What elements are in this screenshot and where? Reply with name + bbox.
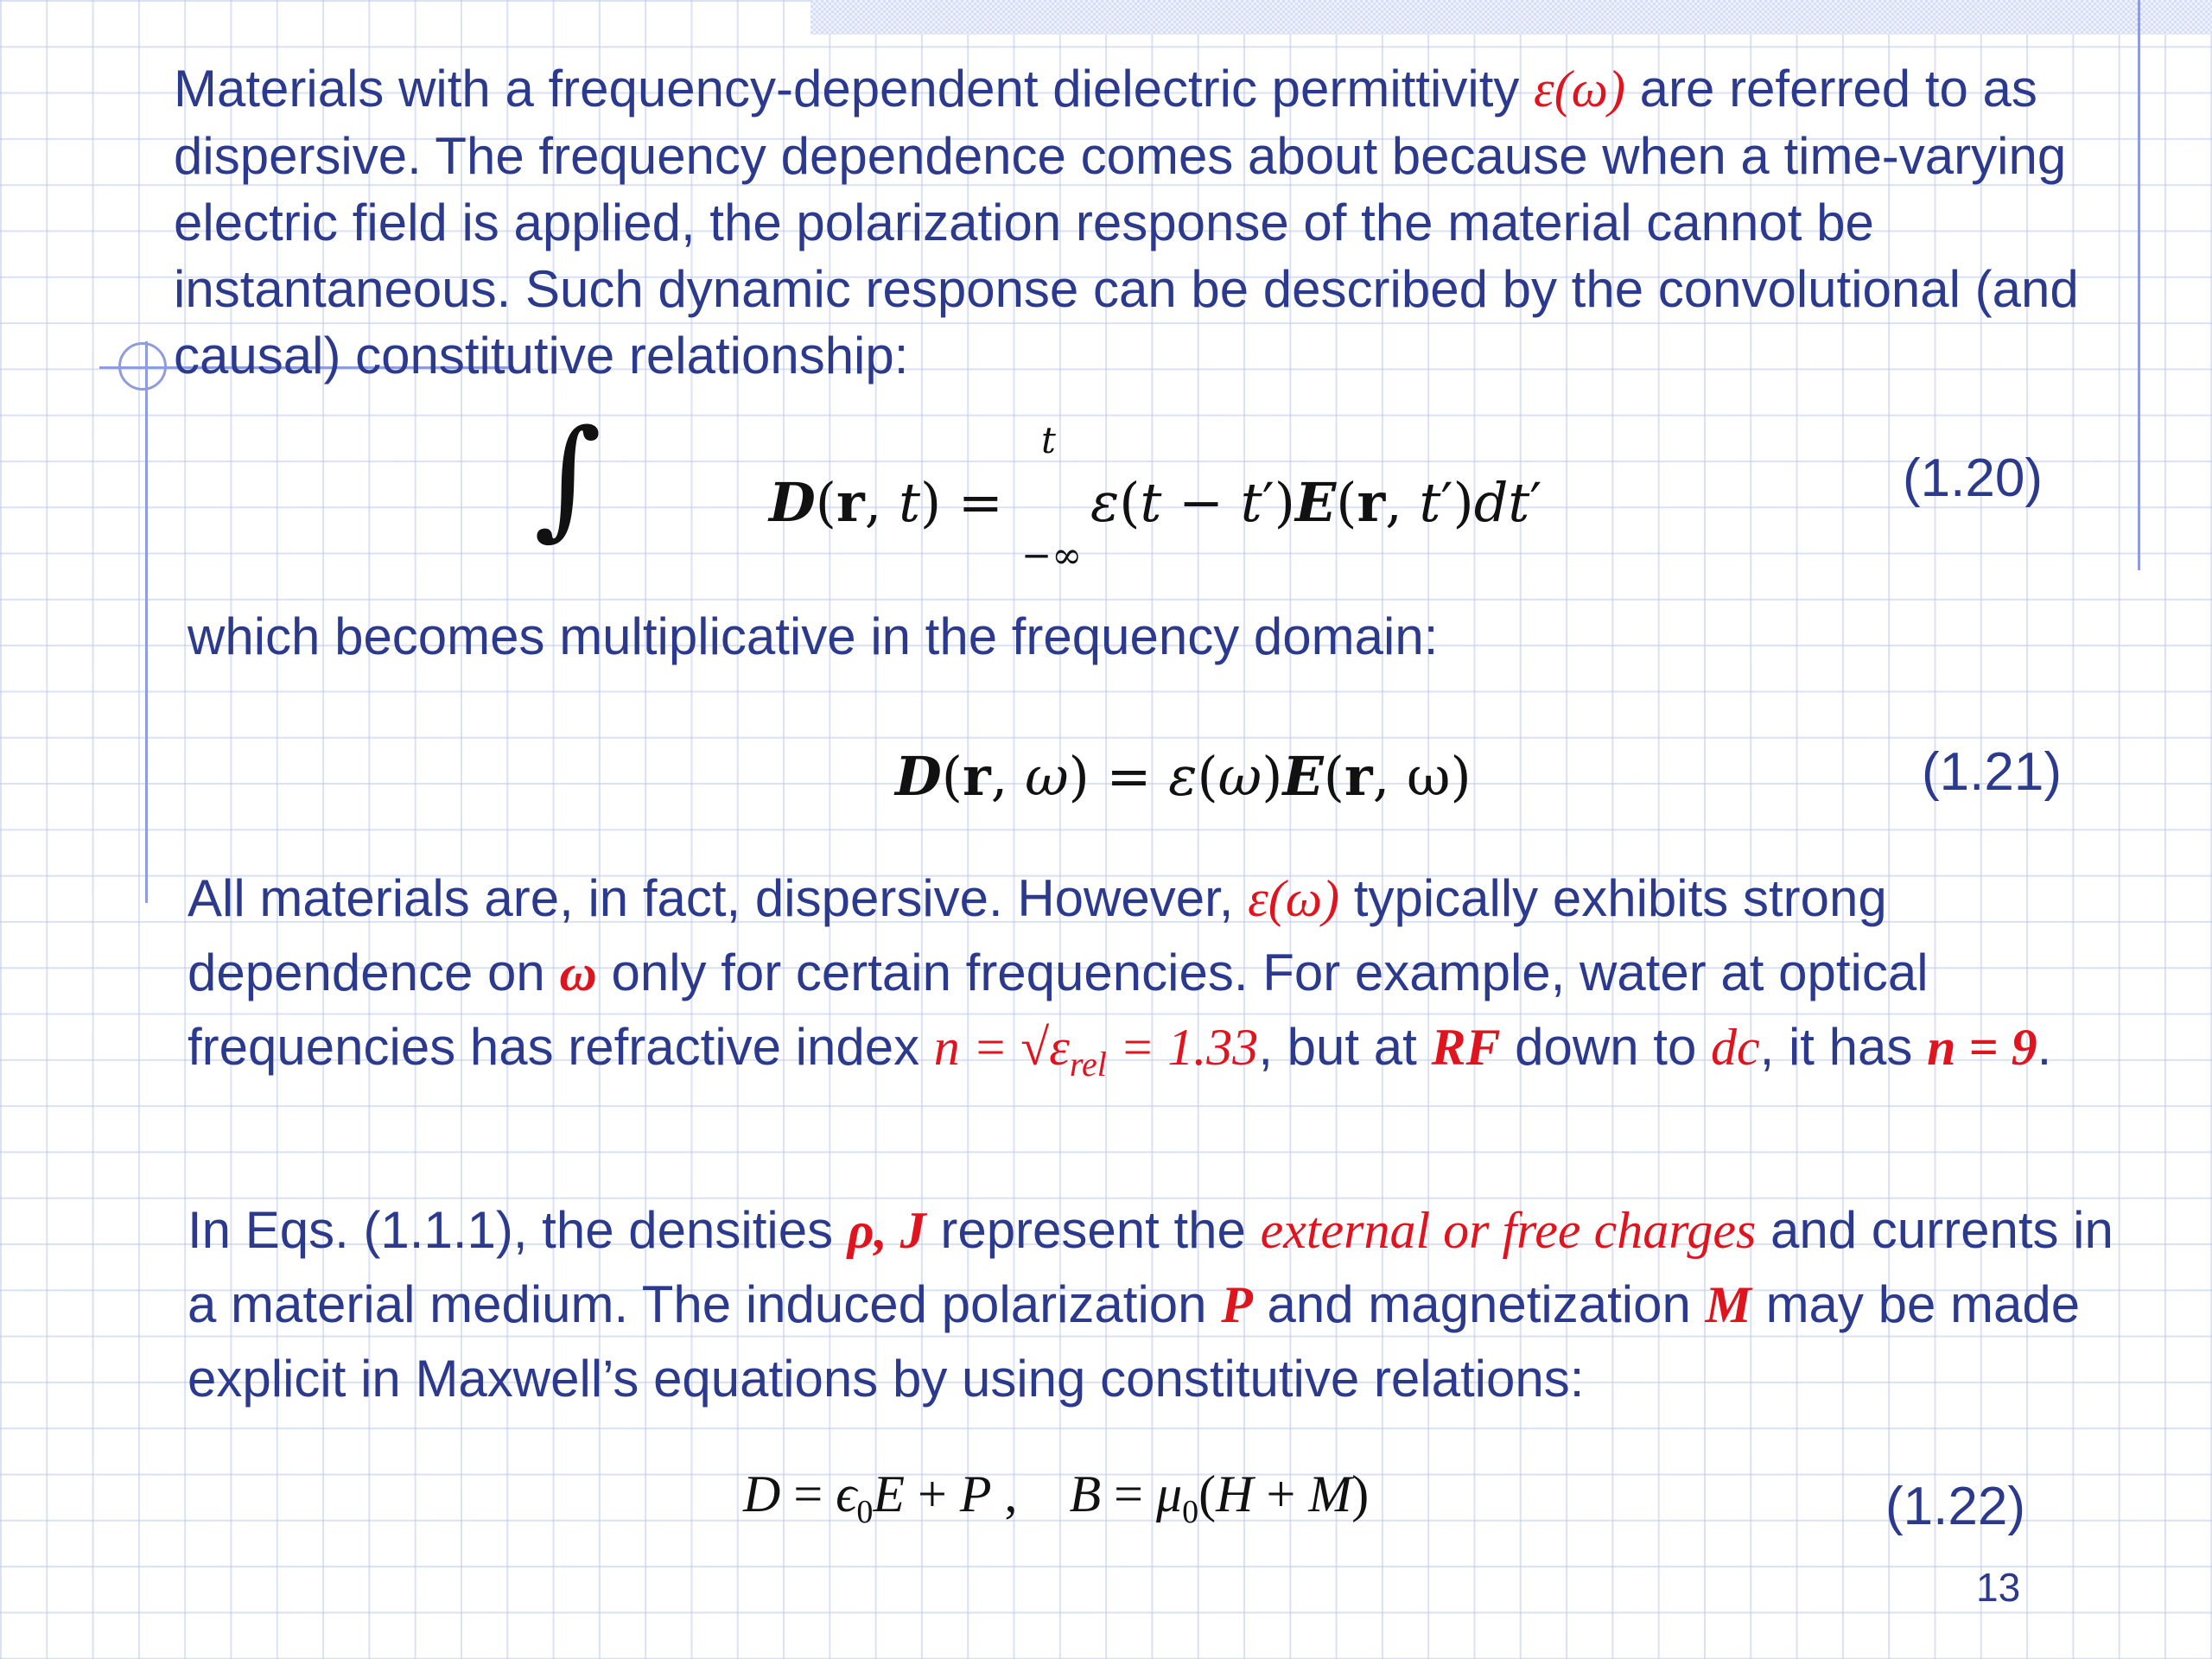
text: represent the (925, 1201, 1261, 1259)
refractive-index-expression: n = √ε (933, 1019, 1070, 1076)
text: only for certain frequencies. For example, water at optical frequencies has refractive index (188, 944, 1929, 1076)
text: Materials with a frequency-dependent dielectric permittivity (174, 60, 1535, 118)
epsilon-omega: ε(ω) (1534, 60, 1626, 118)
eq-120-integrand: ε(t − t′)E(r, t′)dt′ (1090, 471, 1542, 534)
epsilon-omega: ε(ω) (1248, 870, 1340, 927)
text: and magnetization (1252, 1275, 1706, 1333)
omega: ω (559, 944, 597, 1001)
text: may be made explicit in Maxwell’s equations by using constitutive relations: (188, 1275, 2081, 1408)
text: . (2037, 1018, 2052, 1076)
eq-122-number: (1.22) (1885, 1477, 2025, 1536)
eq-120-lhs: D(r, t) = (769, 471, 1003, 534)
eq-121: D(r, ω) = ε(ω)E(r, ω) (895, 745, 1471, 808)
refractive-index-value: = 1.33 (1106, 1019, 1259, 1076)
eq-120-lower-limit: −∞ (1021, 534, 1083, 576)
paragraph-4 (188, 1193, 2123, 1416)
paragraph-3 (188, 861, 2123, 1102)
eq-120-upper-limit: t (1041, 419, 1056, 461)
left-decorative-line (145, 341, 148, 903)
dc-term: dc (1711, 1019, 1760, 1076)
eq-122: $D = \epsilon_0E + P$ , $B = \mu_0(H + M)$ (743, 1465, 1370, 1530)
external-free-charges: external or free charges (1260, 1202, 1757, 1259)
eq-121-number: (1.21) (1922, 742, 2062, 802)
paragraph-2 (188, 603, 2088, 670)
text: , it has (1759, 1018, 1928, 1076)
decorative-circle (118, 342, 167, 391)
text: which becomes multiplicative in the frequency domain: (188, 607, 1439, 665)
text: down to (1500, 1018, 1711, 1076)
text: are referred to as dispersive. The frequency dependence comes about because when a time-varying electric field is applied, the polarization response of the material cannot be instantaneous. Such dynamic response can be described by the convolutional (and causal) constitutive relationship: (174, 60, 2079, 385)
subscript-rel: rel (1069, 1045, 1107, 1084)
text: typically exhibits strong dependence on (188, 869, 1887, 1001)
page-number: 13 (1976, 1565, 2021, 1610)
text: , but at (1258, 1018, 1432, 1076)
magnetization-m: M (1705, 1276, 1751, 1333)
polarization-p: P (1221, 1276, 1253, 1333)
top-decorative-band (810, 0, 2212, 35)
rf-term: RF (1431, 1019, 1501, 1076)
integral-sign: ∫ (534, 403, 602, 553)
n-equals-9: n = 9 (1927, 1019, 2037, 1076)
right-decorative-line (2138, 0, 2140, 570)
text: and currents in a material medium. The induced polarization (188, 1201, 2113, 1333)
eq-120-number: (1.20) (1903, 448, 2043, 508)
text: All materials are, in fact, dispersive. However, (188, 869, 1249, 927)
paragraph-1 (174, 55, 2118, 389)
rho-j: ρ, J (847, 1202, 926, 1259)
text: In Eqs. (1.1.1), the densities (188, 1201, 848, 1259)
